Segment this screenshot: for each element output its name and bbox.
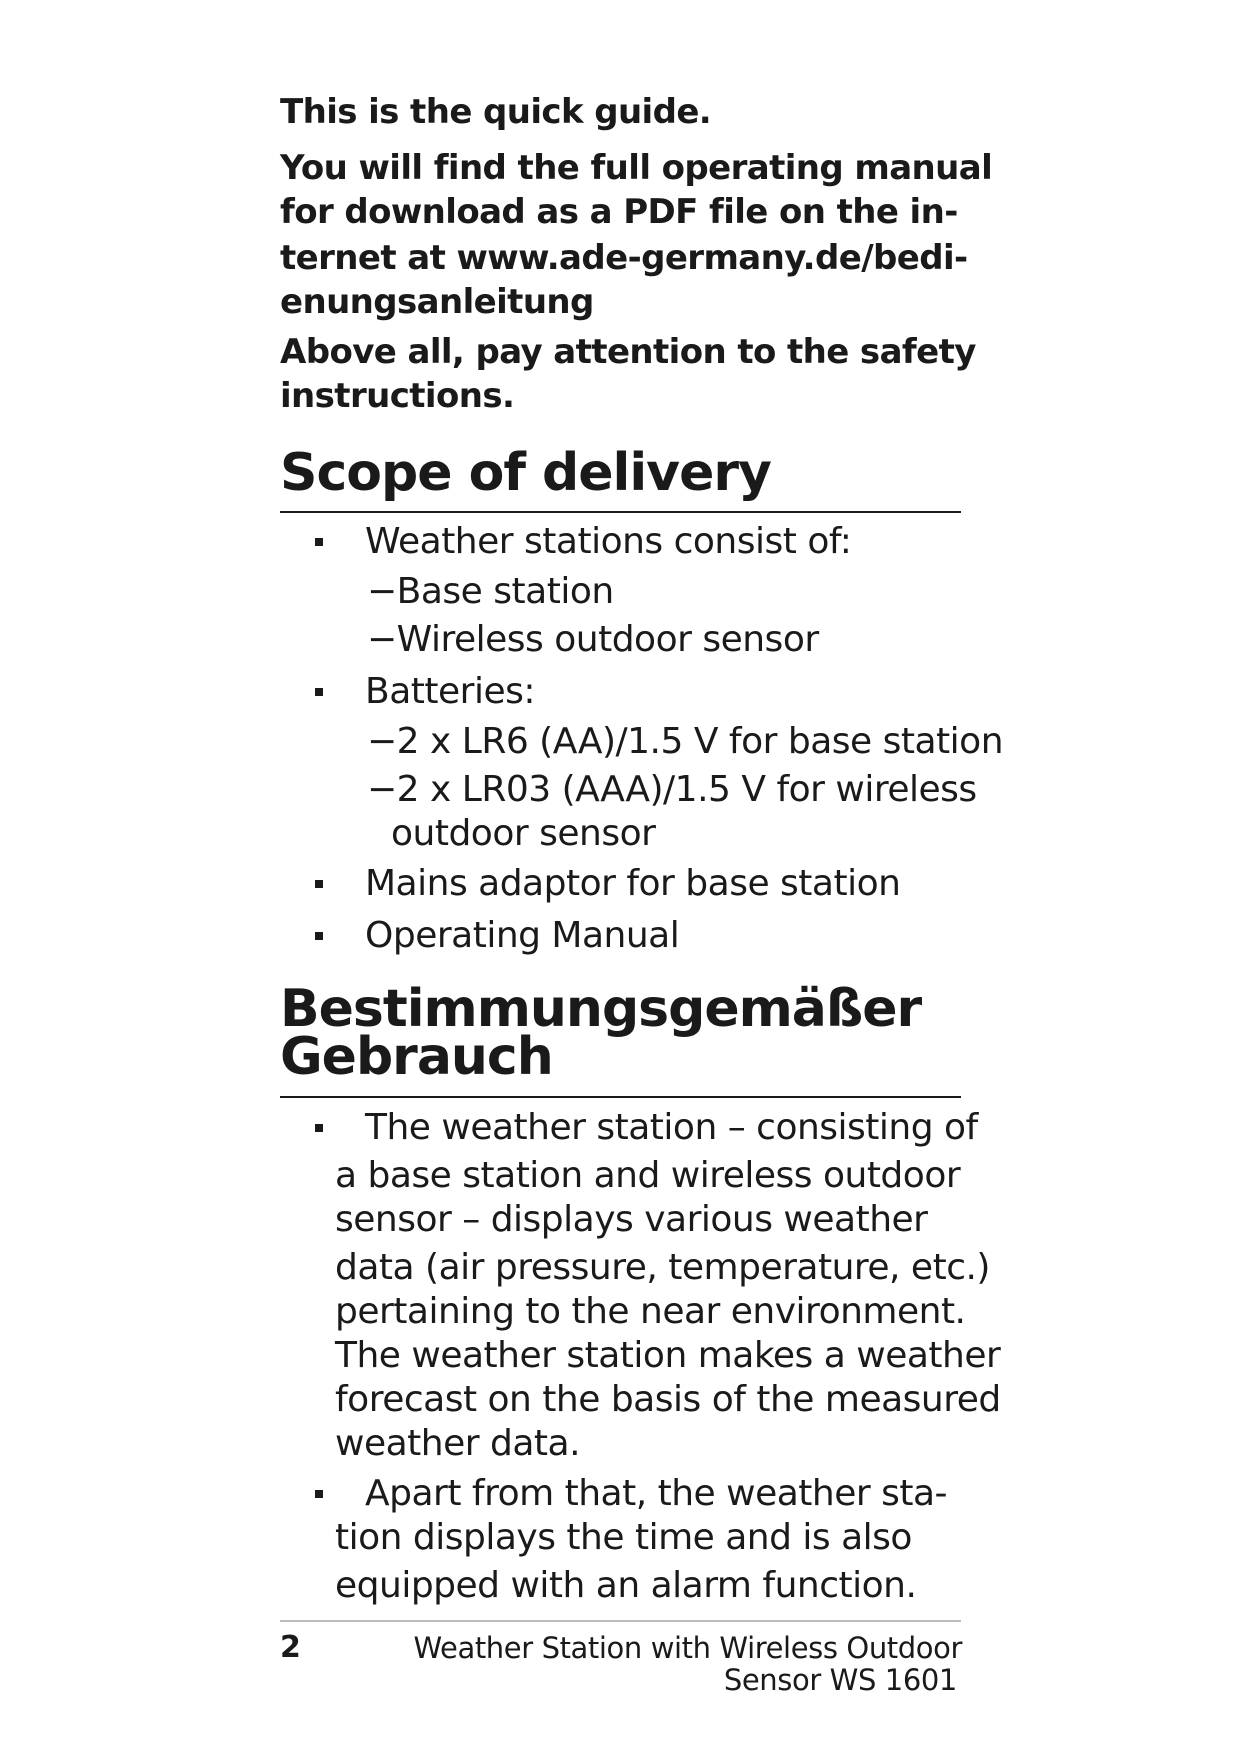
section-heading-scope: Scope of delivery [280, 443, 771, 503]
intro-line: This is the quick guide. [280, 92, 712, 132]
paragraph-line: data (air pressure, temperature, etc.) [335, 1247, 990, 1288]
intro-line: Above all, pay attention to the safety [280, 332, 976, 372]
paragraph-line: equipped with an alarm function. [335, 1565, 917, 1606]
footer-rule [280, 1620, 961, 1622]
bullet-icon [315, 538, 323, 546]
paragraph-line: weather data. [335, 1423, 581, 1464]
section-rule [280, 1096, 961, 1098]
paragraph-line: pertaining to the near environment. [335, 1291, 966, 1332]
section-heading-usage: Gebrauch [280, 1027, 553, 1087]
page-number: 2 [280, 1630, 301, 1665]
paragraph-line: The weather station – consisting of [365, 1107, 978, 1148]
intro-line: for download as a PDF file on the in- [280, 192, 958, 232]
section-heading-usage: Bestimmungsgemäßer [280, 979, 922, 1039]
paragraph-line: tion displays the time and is also [335, 1517, 912, 1558]
intro-line: enungsanleitung [280, 282, 594, 322]
list-item: Mains adaptor for base station [365, 863, 901, 904]
footer-title: Sensor WS 1601 [723, 1663, 957, 1697]
sub-list-item: −Wireless outdoor sensor [367, 619, 819, 660]
bullet-icon [315, 880, 323, 888]
bullet-icon [315, 1490, 323, 1498]
bullet-icon [315, 1124, 323, 1132]
sub-list-item: −2 x LR6 (AA)/1.5 V for base station [367, 721, 1004, 762]
bullet-icon [315, 688, 323, 696]
footer-title: Weather Station with Wireless Outdoor [413, 1631, 962, 1665]
section-rule [280, 511, 961, 513]
intro-line: ternet at www.ade-germany.de/bedi- [280, 238, 968, 278]
paragraph-line: a base station and wireless outdoor [335, 1155, 961, 1196]
paragraph-line: forecast on the basis of the measured [335, 1379, 1001, 1420]
paragraph-line: The weather station makes a weather [335, 1335, 1001, 1376]
intro-line: instructions. [280, 376, 515, 416]
paragraph-line: sensor – displays various weather [335, 1199, 928, 1240]
sub-list-item: −Base station [367, 571, 614, 612]
intro-line: You will find the full operating manual [280, 148, 993, 188]
sub-list-item-continuation: outdoor sensor [391, 813, 656, 854]
sub-list-item: −2 x LR03 (AAA)/1.5 V for wireless [367, 769, 977, 810]
list-item: Operating Manual [365, 915, 680, 956]
paragraph-line: Apart from that, the weather sta- [365, 1473, 948, 1514]
list-item: Weather stations consist of: [365, 521, 852, 562]
list-item: Batteries: [365, 671, 535, 712]
bullet-icon [315, 932, 323, 940]
